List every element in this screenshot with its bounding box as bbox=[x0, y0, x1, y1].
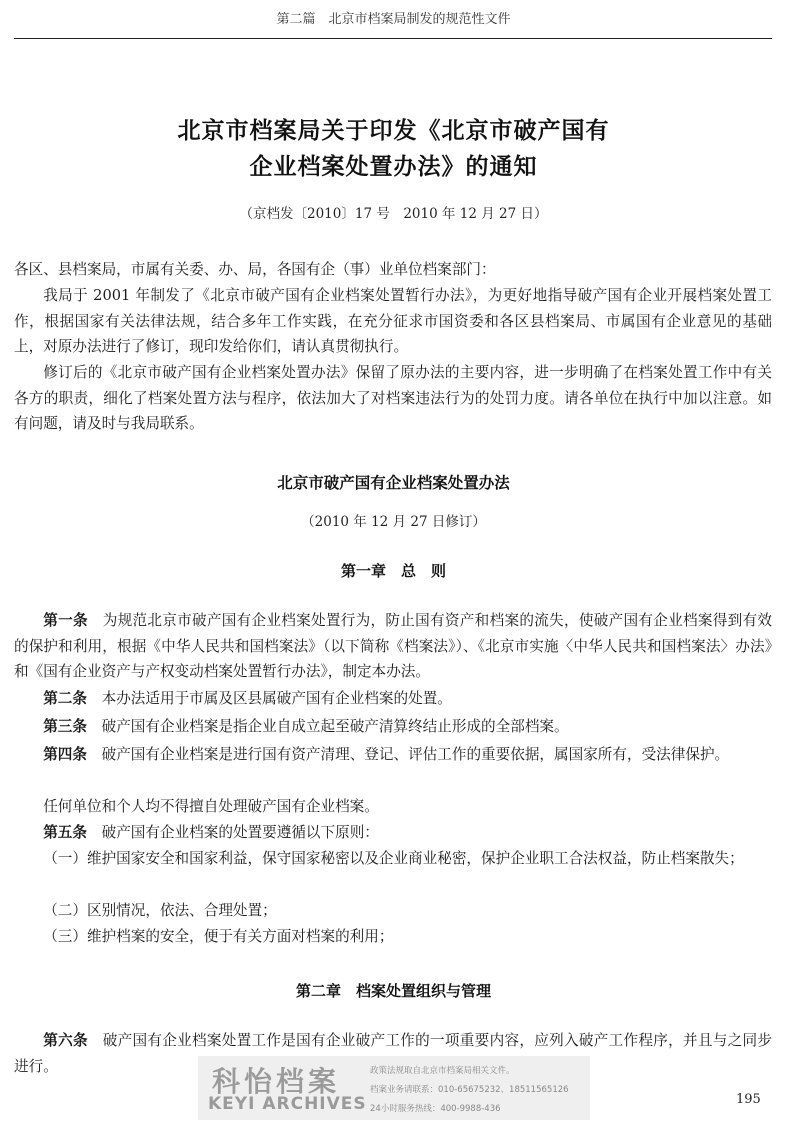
running-header: 第二篇 北京市档案局制发的规范性文件 bbox=[276, 12, 511, 27]
notice-title-line2: 企业档案处置办法》的通知 bbox=[249, 154, 538, 180]
article-label: 第一条 bbox=[43, 612, 88, 629]
page-number: 195 bbox=[736, 1092, 761, 1107]
article-4 bbox=[14, 742, 772, 768]
revision-date: （2010 年 12 月 27 日修订） bbox=[301, 514, 486, 530]
article-5 bbox=[14, 820, 772, 846]
article-text: 为规范北京市破产国有企业档案处置行为，防止国有资产和档案的流失，使破产国有企业档案得到有效的保护和利用，根据《中华人民共和国档案法》（以下简称《档案法》）、《北京市实施〈中华人民共和国档案法〉办法》和《国有企业资产与产权变动档案处置暂行办法》，制定本办法。 bbox=[14, 612, 772, 680]
article-text: 破产国有企业档案处置工作是国有企业破产工作的一项重要内容，应列入破产工作程序，并且与之同步进行。 bbox=[14, 1032, 772, 1075]
article-text: 本办法适用于市属及区县属破产国有企业档案的处置。 bbox=[101, 690, 452, 707]
watermark-source-note: 政策法规取自北京市档案局相关文件。 bbox=[370, 1066, 515, 1076]
article-text: 破产国有企业档案是进行国有资产清理、登记、评估工作的重要依据，属国家所有，受法律保护。 bbox=[101, 746, 730, 763]
principle-item-1: （一）维护国家安全和国家利益，保守国家秘密以及企业商业秘密，保护企业职工合法权益，防止档案散失； bbox=[43, 850, 744, 867]
header-rule bbox=[14, 38, 772, 39]
article-text: 破产国有企业档案的处置要遵循以下原则： bbox=[101, 824, 379, 841]
notice-title-line1: 北京市档案局关于印发《北京市破产国有 bbox=[177, 118, 610, 144]
article-4-paragraph-2: 任何单位和个人均不得擅自处理破产国有企业档案。 bbox=[43, 798, 379, 815]
article-label: 第五条 bbox=[43, 824, 87, 841]
chapter-2-heading: 第二章 档案处置组织与管理 bbox=[295, 982, 491, 1000]
watermark-logo-english: KEYI ARCHIVES bbox=[208, 1094, 367, 1114]
article-label: 第三条 bbox=[43, 718, 87, 735]
addressee: 各区、县档案局，市属有关委、办、局，各国有企（事）业单位档案部门： bbox=[14, 261, 496, 278]
document-number: （京档发〔2010〕17 号 2010 年 12 月 27 日） bbox=[239, 206, 548, 222]
watermark-logo-chinese: 科怡档案 bbox=[212, 1065, 341, 1098]
article-label: 第六条 bbox=[43, 1032, 88, 1049]
measures-title: 北京市破产国有企业档案处置办法 bbox=[277, 474, 510, 492]
article-2 bbox=[14, 686, 772, 712]
keyi-archives-watermark bbox=[198, 1056, 590, 1120]
article-3 bbox=[14, 714, 772, 740]
principle-item-2: （二）区别情况，依法、合理处置； bbox=[43, 902, 277, 919]
watermark-contact: 档案业务请联系：010-65675232、18511565126 bbox=[370, 1085, 569, 1095]
principle-item-3: （三）维护档案的安全，便于有关方面对档案的利用； bbox=[43, 928, 394, 945]
watermark-hotline: 24小时服务热线：400-9988-436 bbox=[370, 1104, 501, 1114]
article-1 bbox=[14, 608, 772, 685]
article-label: 第四条 bbox=[43, 746, 87, 763]
article-text: 破产国有企业档案是指企业自成立起至破产清算终结止形成的全部档案。 bbox=[101, 718, 569, 735]
article-label: 第二条 bbox=[43, 690, 87, 707]
notice-paragraph-1: 我局于 2001 年制发了《北京市破产国有企业档案处置暂行办法》，为更好地指导破产国有企业开展档案处置工作，根据国家有关法律法规，结合多年工作实践，在充分征求市国资委和各区县档案局、市属国有企业意见的基础上，对原办法进行了修订，现印发给你们，请认真贯彻执行。 bbox=[14, 287, 772, 355]
notice-paragraph-2: 修订后的《北京市破产国有企业档案处置办法》保留了原办法的主要内容，进一步明确了在档案处置工作中有关各方的职责，细化了档案处置方法与程序，依法加大了对档案违法行为的处罚力度。请各单位在执行中加以注意。如有问题，请及时与我局联系。 bbox=[14, 364, 772, 432]
chapter-1-heading: 第一章 总 则 bbox=[340, 562, 446, 580]
